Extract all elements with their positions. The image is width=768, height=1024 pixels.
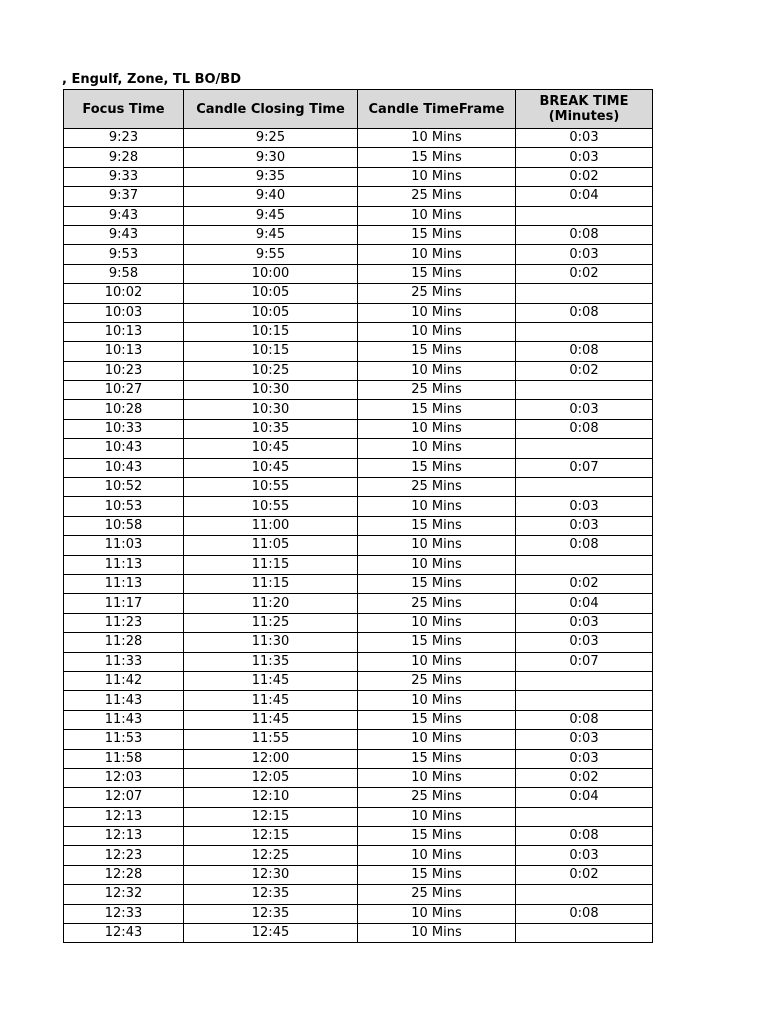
sheet-heading: , Engulf, Zone, TL BO/BD (62, 72, 242, 87)
candle-closing-time-cell: 10:25 (184, 361, 358, 380)
header-candle-timeframe: Candle TimeFrame (358, 90, 516, 129)
table-row (64, 749, 653, 768)
focus-time-cell: 10:03 (64, 303, 184, 322)
focus-time-cell: 12:13 (64, 827, 184, 846)
table-row (64, 303, 653, 322)
candle-timeframe-cell: 10 Mins (358, 555, 516, 574)
focus-time-cell: 10:02 (64, 284, 184, 303)
focus-time-cell: 9:53 (64, 245, 184, 264)
table-row (64, 478, 653, 497)
focus-time-cell: 10:13 (64, 342, 184, 361)
table-row (64, 865, 653, 884)
candle-closing-time-cell: 11:15 (184, 555, 358, 574)
candle-timeframe-cell: 10 Mins (358, 322, 516, 341)
focus-time-cell: 10:33 (64, 419, 184, 438)
candle-timeframe-cell: 10 Mins (358, 730, 516, 749)
focus-time-cell: 11:03 (64, 536, 184, 555)
table-row (64, 691, 653, 710)
break-time-cell: 0:02 (516, 574, 653, 593)
focus-time-cell: 11:17 (64, 594, 184, 613)
candle-timeframe-cell: 15 Mins (358, 574, 516, 593)
break-time-cell: 0:08 (516, 225, 653, 244)
candle-closing-time-cell: 10:30 (184, 400, 358, 419)
focus-time-cell: 11:43 (64, 691, 184, 710)
break-time-cell: 0:08 (516, 419, 653, 438)
focus-time-cell: 9:43 (64, 206, 184, 225)
focus-time-cell: 9:37 (64, 187, 184, 206)
candle-closing-time-cell: 9:55 (184, 245, 358, 264)
focus-time-cell: 12:43 (64, 924, 184, 943)
candle-closing-time-cell: 10:45 (184, 439, 358, 458)
header-focus-time: Focus Time (64, 90, 184, 129)
break-time-cell (516, 555, 653, 574)
table-body (64, 129, 653, 943)
candle-timeframe-cell: 10 Mins (358, 245, 516, 264)
schedule-table (63, 89, 653, 943)
break-time-cell (516, 691, 653, 710)
candle-timeframe-cell: 25 Mins (358, 788, 516, 807)
candle-timeframe-cell: 25 Mins (358, 594, 516, 613)
candle-closing-time-cell: 11:35 (184, 652, 358, 671)
break-time-cell: 0:02 (516, 264, 653, 283)
candle-closing-time-cell: 11:45 (184, 671, 358, 690)
candle-timeframe-cell: 10 Mins (358, 167, 516, 186)
candle-closing-time-cell: 12:15 (184, 827, 358, 846)
candle-closing-time-cell: 10:55 (184, 478, 358, 497)
focus-time-cell: 11:53 (64, 730, 184, 749)
candle-closing-time-cell: 12:35 (184, 885, 358, 904)
table-row (64, 187, 653, 206)
table-row (64, 497, 653, 516)
candle-closing-time-cell: 10:00 (184, 264, 358, 283)
table-row (64, 225, 653, 244)
focus-time-cell: 10:53 (64, 497, 184, 516)
break-time-cell: 0:03 (516, 633, 653, 652)
candle-closing-time-cell: 9:45 (184, 206, 358, 225)
candle-closing-time-cell: 10:45 (184, 458, 358, 477)
candle-closing-time-cell: 12:15 (184, 807, 358, 826)
candle-closing-time-cell: 9:40 (184, 187, 358, 206)
candle-timeframe-cell: 10 Mins (358, 652, 516, 671)
focus-time-cell: 9:23 (64, 129, 184, 148)
break-time-cell: 0:08 (516, 710, 653, 729)
candle-closing-time-cell: 10:05 (184, 303, 358, 322)
break-time-cell: 0:03 (516, 749, 653, 768)
candle-closing-time-cell: 11:00 (184, 516, 358, 535)
candle-closing-time-cell: 10:05 (184, 284, 358, 303)
candle-timeframe-cell: 10 Mins (358, 807, 516, 826)
break-time-cell (516, 885, 653, 904)
table-row (64, 574, 653, 593)
focus-time-cell: 10:13 (64, 322, 184, 341)
focus-time-cell: 11:13 (64, 555, 184, 574)
candle-closing-time-cell: 12:30 (184, 865, 358, 884)
candle-timeframe-cell: 15 Mins (358, 264, 516, 283)
table-row (64, 400, 653, 419)
candle-timeframe-cell: 15 Mins (358, 148, 516, 167)
candle-closing-time-cell: 11:20 (184, 594, 358, 613)
table-row (64, 264, 653, 283)
candle-closing-time-cell: 11:05 (184, 536, 358, 555)
table-row (64, 458, 653, 477)
focus-time-cell: 12:23 (64, 846, 184, 865)
candle-closing-time-cell: 12:25 (184, 846, 358, 865)
break-time-cell: 0:02 (516, 768, 653, 787)
candle-closing-time-cell: 12:00 (184, 749, 358, 768)
break-time-cell (516, 478, 653, 497)
break-time-cell: 0:08 (516, 827, 653, 846)
table-row (64, 439, 653, 458)
focus-time-cell: 10:23 (64, 361, 184, 380)
break-time-cell (516, 671, 653, 690)
candle-timeframe-cell: 15 Mins (358, 458, 516, 477)
candle-timeframe-cell: 10 Mins (358, 206, 516, 225)
focus-time-cell: 10:43 (64, 458, 184, 477)
table-row (64, 129, 653, 148)
break-time-cell: 0:03 (516, 245, 653, 264)
candle-timeframe-cell: 25 Mins (358, 381, 516, 400)
candle-timeframe-cell: 15 Mins (358, 342, 516, 361)
candle-closing-time-cell: 10:30 (184, 381, 358, 400)
focus-time-cell: 11:13 (64, 574, 184, 593)
table-row (64, 768, 653, 787)
table-row (64, 788, 653, 807)
break-time-cell: 0:03 (516, 613, 653, 632)
table-row (64, 361, 653, 380)
candle-timeframe-cell: 15 Mins (358, 710, 516, 729)
table-row (64, 827, 653, 846)
candle-timeframe-cell: 15 Mins (358, 865, 516, 884)
break-time-cell (516, 284, 653, 303)
table-row (64, 807, 653, 826)
candle-timeframe-cell: 25 Mins (358, 284, 516, 303)
table-row (64, 322, 653, 341)
candle-timeframe-cell: 25 Mins (358, 187, 516, 206)
focus-time-cell: 10:43 (64, 439, 184, 458)
candle-timeframe-cell: 15 Mins (358, 225, 516, 244)
table-row (64, 710, 653, 729)
candle-closing-time-cell: 9:35 (184, 167, 358, 186)
focus-time-cell: 11:42 (64, 671, 184, 690)
candle-timeframe-cell: 25 Mins (358, 885, 516, 904)
table-row (64, 167, 653, 186)
candle-closing-time-cell: 10:15 (184, 322, 358, 341)
focus-time-cell: 12:03 (64, 768, 184, 787)
candle-timeframe-cell: 10 Mins (358, 361, 516, 380)
candle-timeframe-cell: 25 Mins (358, 478, 516, 497)
candle-timeframe-cell: 10 Mins (358, 768, 516, 787)
focus-time-cell: 12:32 (64, 885, 184, 904)
candle-timeframe-cell: 15 Mins (358, 827, 516, 846)
table-row (64, 381, 653, 400)
table-row (64, 206, 653, 225)
focus-time-cell: 9:43 (64, 225, 184, 244)
break-time-cell: 0:03 (516, 730, 653, 749)
table-row (64, 885, 653, 904)
candle-timeframe-cell: 10 Mins (358, 904, 516, 923)
table-row (64, 924, 653, 943)
break-time-cell: 0:02 (516, 167, 653, 186)
focus-time-cell: 9:33 (64, 167, 184, 186)
table-row (64, 245, 653, 264)
candle-timeframe-cell: 10 Mins (358, 497, 516, 516)
break-time-cell: 0:04 (516, 594, 653, 613)
break-time-cell: 0:08 (516, 904, 653, 923)
focus-time-cell: 11:33 (64, 652, 184, 671)
candle-timeframe-cell: 10 Mins (358, 613, 516, 632)
break-time-cell: 0:08 (516, 303, 653, 322)
candle-closing-time-cell: 9:45 (184, 225, 358, 244)
candle-closing-time-cell: 9:25 (184, 129, 358, 148)
break-time-cell: 0:03 (516, 497, 653, 516)
table-row (64, 536, 653, 555)
candle-timeframe-cell: 10 Mins (358, 303, 516, 322)
table-row (64, 148, 653, 167)
candle-timeframe-cell: 25 Mins (358, 671, 516, 690)
focus-time-cell: 12:28 (64, 865, 184, 884)
header-break-time: BREAK TIME (Minutes) (516, 90, 653, 129)
candle-timeframe-cell: 10 Mins (358, 536, 516, 555)
candle-timeframe-cell: 10 Mins (358, 846, 516, 865)
candle-closing-time-cell: 12:10 (184, 788, 358, 807)
candle-timeframe-cell: 10 Mins (358, 129, 516, 148)
table-row (64, 613, 653, 632)
focus-time-cell: 12:13 (64, 807, 184, 826)
candle-closing-time-cell: 10:35 (184, 419, 358, 438)
focus-time-cell: 11:58 (64, 749, 184, 768)
candle-closing-time-cell: 11:45 (184, 710, 358, 729)
break-time-cell (516, 322, 653, 341)
focus-time-cell: 11:43 (64, 710, 184, 729)
candle-closing-time-cell: 12:05 (184, 768, 358, 787)
candle-closing-time-cell: 11:15 (184, 574, 358, 593)
candle-closing-time-cell: 11:30 (184, 633, 358, 652)
focus-time-cell: 12:07 (64, 788, 184, 807)
break-time-cell: 0:08 (516, 342, 653, 361)
break-time-cell: 0:03 (516, 400, 653, 419)
table-row (64, 730, 653, 749)
table-row (64, 516, 653, 535)
focus-time-cell: 11:28 (64, 633, 184, 652)
break-time-cell: 0:03 (516, 516, 653, 535)
focus-time-cell: 10:52 (64, 478, 184, 497)
candle-timeframe-cell: 10 Mins (358, 924, 516, 943)
table-row (64, 419, 653, 438)
focus-time-cell: 9:28 (64, 148, 184, 167)
table-row (64, 342, 653, 361)
break-time-cell (516, 807, 653, 826)
break-time-cell (516, 924, 653, 943)
break-time-cell (516, 206, 653, 225)
break-time-cell: 0:03 (516, 129, 653, 148)
header-row (64, 90, 653, 129)
candle-timeframe-cell: 10 Mins (358, 419, 516, 438)
candle-closing-time-cell: 11:25 (184, 613, 358, 632)
header-candle-closing-time: Candle Closing Time (184, 90, 358, 129)
table-row (64, 846, 653, 865)
focus-time-cell: 10:27 (64, 381, 184, 400)
table-row (64, 284, 653, 303)
focus-time-cell: 10:28 (64, 400, 184, 419)
focus-time-cell: 12:33 (64, 904, 184, 923)
break-time-cell: 0:07 (516, 458, 653, 477)
candle-timeframe-cell: 10 Mins (358, 691, 516, 710)
table-row (64, 671, 653, 690)
candle-closing-time-cell: 11:55 (184, 730, 358, 749)
break-time-cell: 0:03 (516, 846, 653, 865)
candle-timeframe-cell: 15 Mins (358, 749, 516, 768)
break-time-cell: 0:02 (516, 865, 653, 884)
break-time-cell (516, 381, 653, 400)
table-row (64, 904, 653, 923)
table-row (64, 652, 653, 671)
candle-closing-time-cell: 10:15 (184, 342, 358, 361)
candle-timeframe-cell: 15 Mins (358, 633, 516, 652)
break-time-cell: 0:03 (516, 148, 653, 167)
candle-closing-time-cell: 9:30 (184, 148, 358, 167)
focus-time-cell: 10:58 (64, 516, 184, 535)
table-row (64, 633, 653, 652)
break-time-cell: 0:07 (516, 652, 653, 671)
candle-timeframe-cell: 15 Mins (358, 516, 516, 535)
break-time-cell: 0:04 (516, 187, 653, 206)
focus-time-cell: 9:58 (64, 264, 184, 283)
table-row (64, 594, 653, 613)
break-time-cell (516, 439, 653, 458)
candle-timeframe-cell: 10 Mins (358, 439, 516, 458)
candle-closing-time-cell: 10:55 (184, 497, 358, 516)
break-time-cell: 0:08 (516, 536, 653, 555)
table-row (64, 555, 653, 574)
candle-closing-time-cell: 12:45 (184, 924, 358, 943)
candle-timeframe-cell: 15 Mins (358, 400, 516, 419)
break-time-cell: 0:02 (516, 361, 653, 380)
candle-closing-time-cell: 11:45 (184, 691, 358, 710)
candle-closing-time-cell: 12:35 (184, 904, 358, 923)
focus-time-cell: 11:23 (64, 613, 184, 632)
break-time-cell: 0:04 (516, 788, 653, 807)
